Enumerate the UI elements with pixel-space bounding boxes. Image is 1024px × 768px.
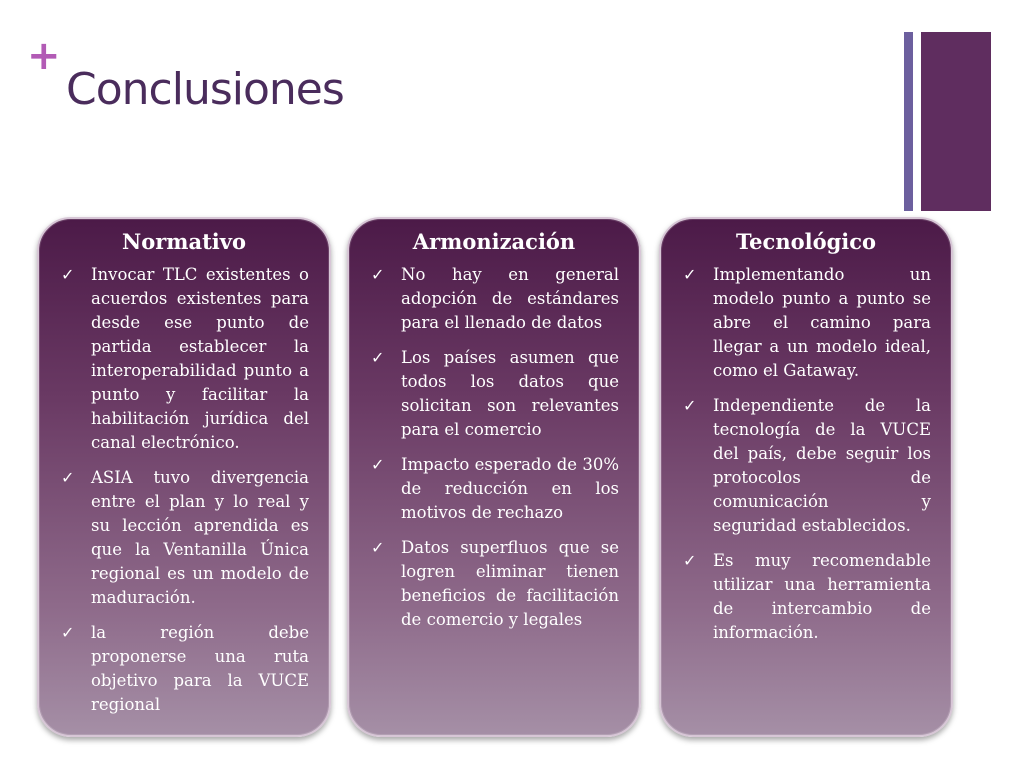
plus-icon: + xyxy=(27,33,61,79)
bullet-list xyxy=(349,263,639,632)
card-title: Normativo xyxy=(122,229,246,254)
list-item-text: Independiente de la tecnología de la VUCE del país, debe seguir los protocolos de comunicación y seguridad establecidos. xyxy=(713,396,931,535)
decorative-thick-bar xyxy=(921,32,991,211)
checkmark-icon: ✓ xyxy=(371,455,385,474)
bullet-list xyxy=(661,263,951,645)
list-item xyxy=(61,466,309,610)
list-item xyxy=(683,394,931,538)
checkmark-icon: ✓ xyxy=(61,265,75,284)
checkmark-icon: ✓ xyxy=(371,348,385,367)
checkmark-icon: ✓ xyxy=(683,265,697,284)
card-tecnologico xyxy=(659,217,953,737)
checkmark-icon: ✓ xyxy=(683,551,697,570)
checkmark-icon: ✓ xyxy=(683,396,697,415)
card-normativo xyxy=(37,217,331,737)
card-title: Armonización xyxy=(412,229,576,254)
list-item xyxy=(61,621,309,717)
slide-title: Conclusiones xyxy=(66,64,344,115)
checkmark-icon: ✓ xyxy=(371,265,385,284)
card-title: Tecnológico xyxy=(735,229,877,254)
list-item xyxy=(371,453,619,525)
list-item-text: Datos superfluos que se logren eliminar tienen beneficios de facilitación de comercio y legales xyxy=(401,538,619,629)
list-item xyxy=(371,346,619,442)
decorative-thin-bar xyxy=(904,32,913,211)
list-item-text: Invocar TLC existentes o acuerdos existentes para desde ese punto de partida establecer la interoperabilidad punto a punto y facilitar la habilitación jurídica del canal electrónico. xyxy=(91,265,309,452)
list-item-text: Los países asumen que todos los datos que solicitan son relevantes para el comercio xyxy=(401,348,619,439)
bullet-list xyxy=(39,263,329,717)
checkmark-icon: ✓ xyxy=(61,468,75,487)
card-armonizacion xyxy=(347,217,641,737)
checkmark-icon: ✓ xyxy=(61,623,75,642)
list-item xyxy=(683,549,931,645)
list-item-text: No hay en general adopción de estándares para el llenado de datos xyxy=(401,265,619,332)
list-item xyxy=(683,263,931,383)
checkmark-icon: ✓ xyxy=(371,538,385,557)
list-item-text: Es muy recomendable utilizar una herramienta de intercambio de información. xyxy=(713,551,931,642)
list-item xyxy=(371,263,619,335)
list-item-text: la región debe proponerse una ruta objetivo para la VUCE regional xyxy=(91,623,309,714)
list-item xyxy=(61,263,309,455)
list-item-text: Implementando un modelo punto a punto se abre el camino para llegar a un modelo ideal, como el Gataway. xyxy=(713,265,931,380)
list-item-text: ASIA tuvo divergencia entre el plan y lo real y su lección aprendida es que la Ventanilla Única regional es un modelo de maduración. xyxy=(91,468,309,607)
list-item-text: Impacto esperado de 30% de reducción en los motivos de rechazo xyxy=(401,455,619,522)
list-item xyxy=(371,536,619,632)
